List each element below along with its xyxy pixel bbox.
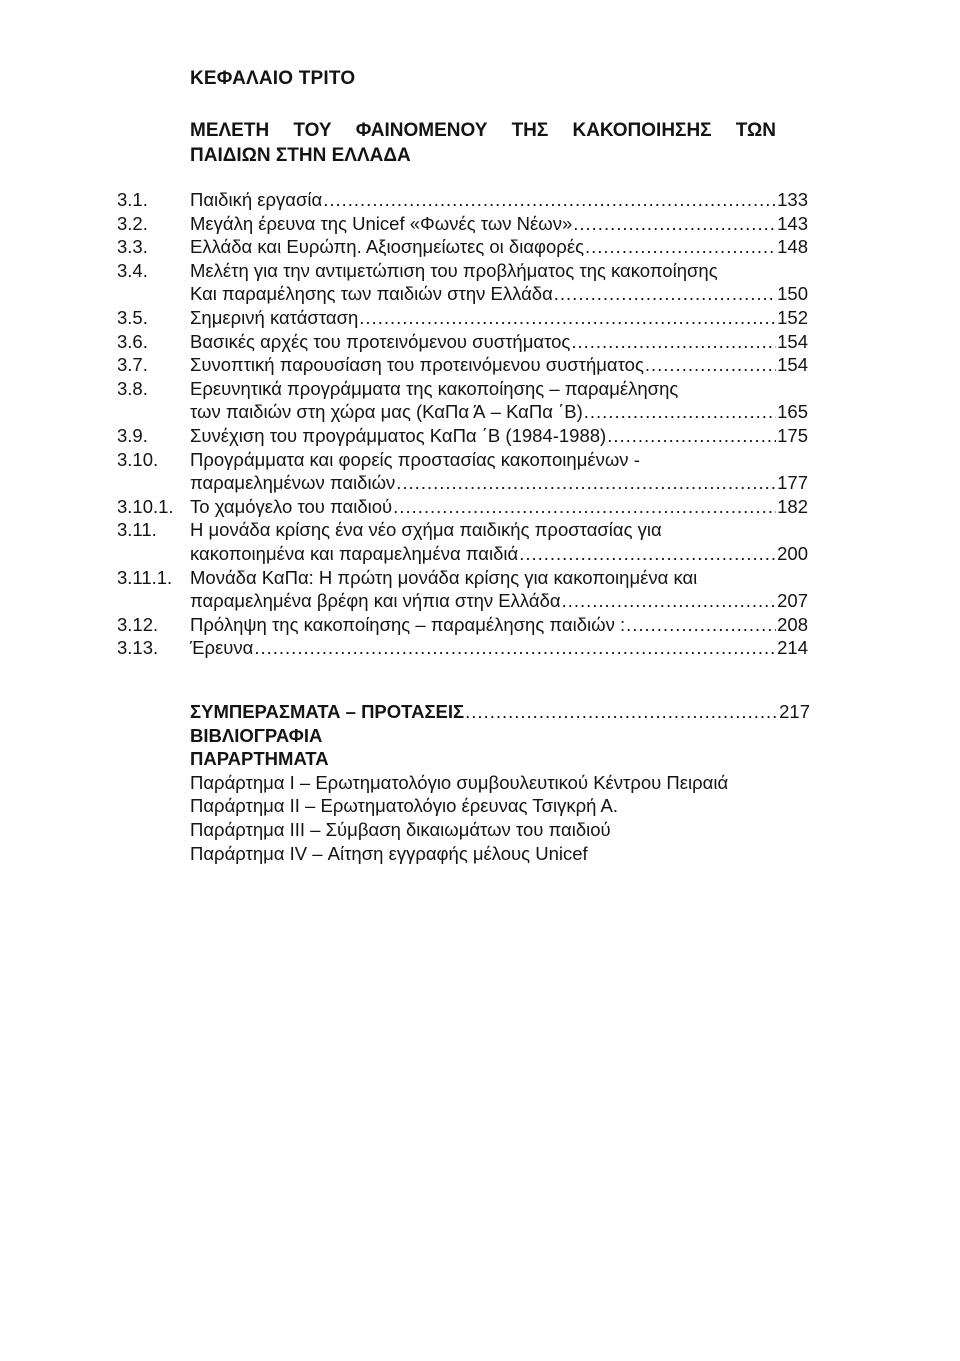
- toc-entry-number: 3.3.: [117, 236, 148, 258]
- toc-entry-text: Σημερινή κατάσταση: [190, 306, 359, 328]
- toc-entry[interactable]: [0, 495, 960, 519]
- chapter-title-word: ΜΕΛΕΤΗ: [190, 120, 270, 141]
- toc-entry-text: Παιδική εργασία: [190, 189, 323, 210]
- toc-entry-number: 3.11.1.: [117, 566, 173, 588]
- toc-entry-last-line: [190, 330, 808, 354]
- toc-entry[interactable]: [0, 259, 960, 306]
- toc-entry-last-line: [190, 471, 808, 495]
- chapter-title-word: ΤΟΥ: [293, 120, 332, 141]
- toc-entry-page: 152: [777, 306, 808, 328]
- toc-entry-text: Βασικές αρχές του προτεινόμενου συστήματος: [190, 330, 571, 352]
- toc-entry[interactable]: [0, 306, 960, 330]
- dot-leader: [573, 212, 776, 236]
- dot-leader: [465, 700, 778, 724]
- toc-entry-text: κακοποιημένα και παραμελημένα παιδιά: [190, 542, 519, 564]
- toc-entry-text: Συνέχιση του προγράμματος ΚαΠα ΄Β (1984-1988): [190, 424, 607, 446]
- toc-entry[interactable]: [0, 613, 960, 637]
- toc-entry-page: 200: [777, 542, 808, 564]
- conclusions-page: 217: [779, 701, 810, 722]
- toc-entry[interactable]: [0, 518, 960, 565]
- toc-entry-text: παραμελημένα βρέφη και νήπια στην Ελλάδα: [190, 590, 561, 612]
- toc-entry-last-line: [190, 188, 808, 212]
- toc-entry-last-line: [190, 400, 808, 424]
- conclusions-entry[interactable]: [190, 700, 810, 724]
- toc-entry[interactable]: [0, 330, 960, 354]
- appendices-heading: ΠΑΡΑΡΤΗΜΑΤΑ: [190, 748, 329, 770]
- toc-entry-number: 3.5.: [117, 306, 148, 328]
- chapter-label: ΚΕΦΑΛΑΙΟ ΤΡΙΤΟ: [190, 68, 356, 89]
- toc-entry[interactable]: [0, 188, 960, 212]
- toc-entry-last-line: [190, 424, 808, 448]
- dot-leader: [585, 235, 776, 259]
- appendix-item[interactable]: Παράρτημα ΙΙ – Ερωτηματολόγιο έρευνας Τσιγκρή Α.: [190, 795, 619, 817]
- dot-leader: [254, 636, 776, 660]
- toc-entry[interactable]: [0, 448, 960, 495]
- dot-leader: [393, 495, 776, 519]
- toc-entry-page: 165: [777, 401, 808, 423]
- chapter-title: [190, 118, 776, 168]
- dot-leader: [626, 613, 776, 637]
- chapter-title-word: ΦΑΙΝΟΜΕΝΟΥ: [355, 120, 488, 141]
- toc-entry-page: 133: [777, 189, 808, 210]
- dot-leader: [396, 471, 776, 495]
- toc-entry-number: 3.10.1.: [117, 495, 174, 517]
- toc-entry-text: Η μονάδα κρίσης ένα νέο σχήμα παιδικής προστασίας για: [190, 519, 662, 541]
- toc-entry[interactable]: [0, 377, 960, 424]
- toc-entry-page: 207: [777, 590, 808, 612]
- dot-leader: [323, 188, 776, 212]
- toc-entry-page: 154: [777, 354, 808, 376]
- bibliography-heading[interactable]: ΒΙΒΛΙΟΓΡΑΦΙΑ: [190, 724, 323, 746]
- dot-leader: [645, 353, 776, 377]
- appendix-item[interactable]: Παράρτημα Ι – Ερωτηματολόγιο συμβουλευτικού Κέντρου Πειραιά: [190, 771, 729, 793]
- toc-entry-page: 148: [777, 236, 808, 258]
- chapter-title-line-2: ΠΑΙΔΙΩΝ ΣΤΗΝ ΕΛΛΑΔΑ: [190, 145, 411, 166]
- toc-entry-last-line: [190, 353, 808, 377]
- dot-leader: [571, 330, 776, 354]
- toc-entry-last-line: [190, 495, 808, 519]
- dot-leader: [519, 542, 776, 566]
- toc-entry-text: Μεγάλη έρευνα της Unicef «Φωνές των Νέων»: [190, 212, 573, 234]
- toc-entry-number: 3.12.: [117, 613, 159, 635]
- toc-entry-page: 177: [777, 472, 808, 494]
- toc-entry-last-line: [190, 589, 808, 613]
- toc-entry-text: Το χαμόγελο του παιδιού: [190, 495, 393, 517]
- toc-entry-text: Προγράμματα και φορείς προστασίας κακοποιημένων -: [190, 448, 640, 470]
- toc-entry[interactable]: [0, 424, 960, 448]
- toc-entry-last-line: [190, 306, 808, 330]
- toc-entry-text: Συνοπτική παρουσίαση του προτεινόμενου συστήματος: [190, 354, 644, 376]
- toc-entry-text: Ερευνητικά προγράμματα της κακοποίησης – παραμέλησης: [190, 377, 679, 399]
- chapter-title-word: ΤΗΣ: [511, 120, 549, 141]
- toc-entry-text: Μελέτη για την αντιμετώπιση του προβλήματος της κακοποίησης: [190, 259, 718, 281]
- toc-entry-number: 3.11.: [117, 519, 157, 541]
- toc-entry-text: Έρευνα: [190, 637, 254, 659]
- toc-entry-last-line: [190, 235, 808, 259]
- toc-entry[interactable]: [0, 212, 960, 236]
- toc-entry-text: των παιδιών στη χώρα μας (ΚαΠα Ά – ΚαΠα ΄Β): [190, 401, 583, 423]
- toc-entry-text: Μονάδα ΚαΠα: Η πρώτη μονάδα κρίσης για κακοποιημένα και: [190, 566, 698, 588]
- toc-entry-number: 3.2.: [117, 212, 148, 234]
- toc-entry-last-line: [190, 542, 808, 566]
- chapter-title-word: ΚΑΚΟΠΟΙΗΣΗΣ: [572, 120, 712, 141]
- toc-entry-text: Πρόληψη της κακοποίησης – παραμέλησης παιδιών :: [190, 613, 626, 635]
- toc-entry-last-line: [190, 636, 808, 660]
- appendix-item[interactable]: Παράρτημα ΙΙΙ – Σύμβαση δικαιωμάτων του παιδιού: [190, 818, 611, 840]
- toc-entry[interactable]: [0, 636, 960, 660]
- toc-entry-page: 143: [777, 212, 808, 234]
- toc-entry-last-line: [190, 613, 808, 637]
- toc-entry-number: 3.10.: [117, 448, 159, 470]
- back-matter: [190, 700, 810, 865]
- toc-entry[interactable]: [0, 353, 960, 377]
- dot-leader: [554, 282, 776, 306]
- toc-entry-page: 208: [777, 613, 808, 635]
- toc-entry-page: 214: [777, 637, 808, 659]
- toc-entry-last-line: [190, 282, 808, 306]
- toc-entry-number: 3.4.: [117, 259, 148, 281]
- chapter-title-line-1: [190, 118, 776, 143]
- toc-entry-page: 154: [777, 330, 808, 352]
- appendix-item[interactable]: Παράρτημα ΙV – Αίτηση εγγραφής μέλους Unicef: [190, 842, 588, 864]
- toc-entry-page: 150: [777, 283, 808, 305]
- dot-leader: [359, 306, 776, 330]
- toc-entry-page: 182: [777, 495, 808, 517]
- dot-leader: [584, 400, 776, 424]
- toc-entry-text: Ελλάδα και Ευρώπη. Αξιοσημείωτες οι διαφορές: [190, 236, 584, 258]
- toc-entry-text: Και παραμέλησης των παιδιών στην Ελλάδα: [190, 283, 553, 305]
- toc-entry-number: 3.6.: [117, 330, 148, 352]
- toc-entry[interactable]: [0, 566, 960, 613]
- toc-entry-number: 3.9.: [117, 424, 148, 446]
- toc-entry[interactable]: [0, 235, 960, 259]
- dot-leader: [607, 424, 776, 448]
- toc-entry-number: 3.7.: [117, 354, 148, 376]
- chapter-title-word: ΤΩΝ: [735, 120, 776, 141]
- dot-leader: [562, 589, 777, 613]
- toc-entry-number: 3.8.: [117, 377, 148, 399]
- toc-entry-last-line: [190, 212, 808, 236]
- toc-entry-number: 3.13.: [117, 637, 159, 659]
- table-of-contents: [0, 188, 960, 660]
- toc-entry-page: 175: [777, 424, 808, 446]
- conclusions-label: ΣΥΜΠΕΡΑΣΜΑΤΑ – ΠΡΟΤΑΣΕΙΣ: [190, 701, 465, 722]
- toc-entry-number: 3.1.: [117, 189, 148, 210]
- toc-entry-text: παραμελημένων παιδιών: [190, 472, 396, 494]
